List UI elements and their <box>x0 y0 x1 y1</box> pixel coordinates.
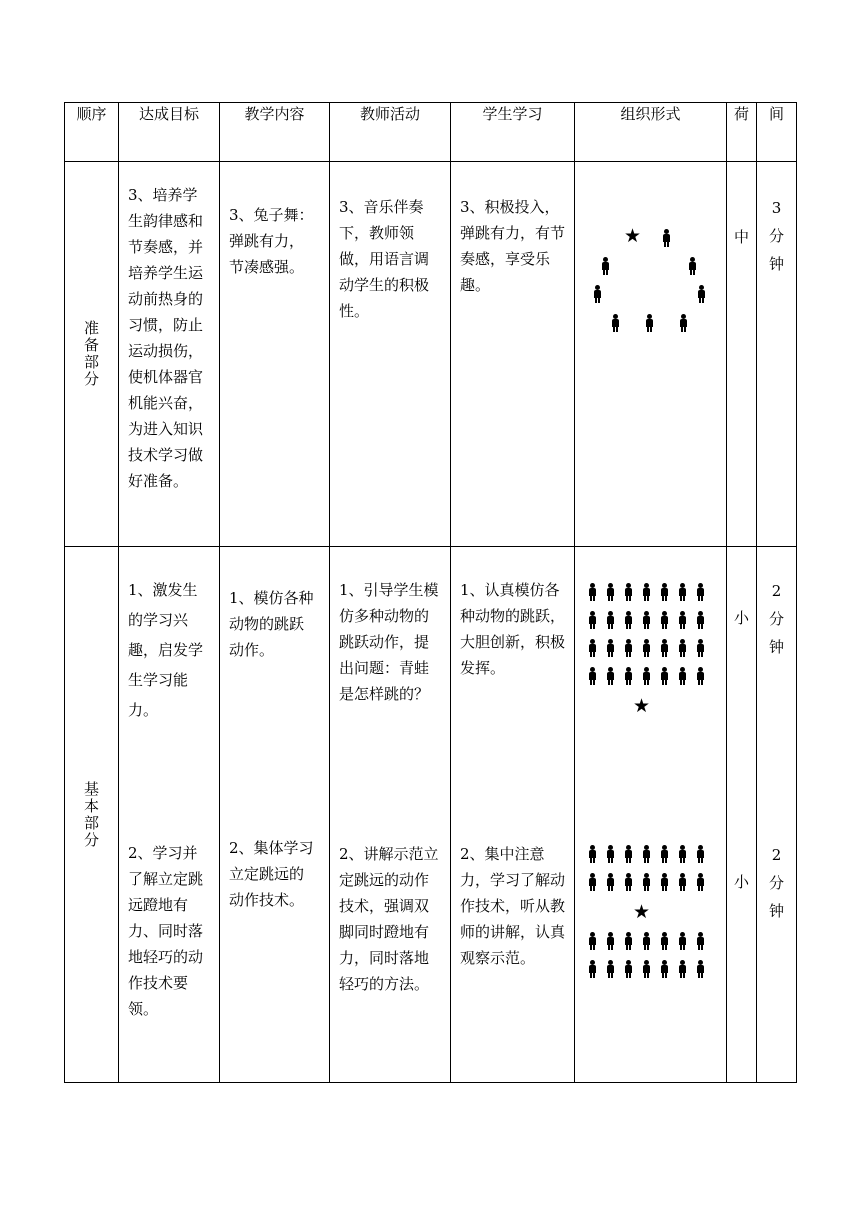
person-icon <box>589 667 596 685</box>
person-icon <box>661 873 668 891</box>
person-icon <box>625 845 632 863</box>
header-load: 荷 <box>727 103 757 162</box>
person-icon <box>661 639 668 657</box>
person-icon <box>643 611 650 629</box>
organization-cell <box>575 547 727 1083</box>
person-icon <box>607 873 614 891</box>
person-icon <box>607 611 614 629</box>
person-icon <box>625 667 632 685</box>
load-cell <box>727 162 757 547</box>
person-icon <box>625 960 632 978</box>
person-icon <box>661 845 668 863</box>
header-goal: 达成目标 <box>119 103 220 162</box>
header-row <box>65 103 797 162</box>
person-icon <box>697 960 704 978</box>
person-icon <box>643 667 650 685</box>
teacher-text: 3、音乐伴奏下，教师领做，用语言调动学生的积极性。 <box>339 198 430 320</box>
person-icon <box>661 667 668 685</box>
person-icon <box>679 845 686 863</box>
content-text: 2、集体学习 立定跳远的 动作技术。 <box>229 839 314 909</box>
teacher-text: 1、引导学生模仿多种动物的跳跃动作，提出问题：青蛙是怎样跳的？ <box>339 581 439 703</box>
person-icon <box>607 667 614 685</box>
person-icon <box>679 873 686 891</box>
person-icon <box>643 932 650 950</box>
goal-cell <box>119 547 220 1083</box>
load-text: 中 <box>733 228 749 246</box>
student-text: 3、积极投入，弹跳有力，有节奏感，享受乐趣。 <box>460 198 566 294</box>
goal-cell <box>119 162 220 547</box>
header-order: 顺序 <box>65 103 119 162</box>
load-text: 小 <box>733 609 749 627</box>
person-icon <box>625 639 632 657</box>
person-icon <box>643 583 650 601</box>
person-icon <box>607 583 614 601</box>
person-icon <box>661 583 668 601</box>
person-icon <box>679 583 686 601</box>
content-cell <box>220 547 330 1083</box>
person-icon <box>607 845 614 863</box>
content-cell <box>220 162 330 547</box>
person-icon <box>589 932 596 950</box>
person-icon <box>612 314 619 332</box>
person-icon <box>607 932 614 950</box>
teacher-cell <box>330 547 451 1083</box>
content-text: 3、兔子舞： 弹跳有力， 节凑感强。 <box>229 206 314 276</box>
star-icon: ★ <box>633 695 651 717</box>
person-icon <box>661 611 668 629</box>
person-icon <box>646 314 653 332</box>
student-cell <box>451 547 575 1083</box>
person-icon <box>589 611 596 629</box>
person-icon <box>679 932 686 950</box>
section-label: 准备部分 <box>65 162 119 547</box>
person-icon <box>661 932 668 950</box>
goal-text: 2、学习并了解立定跳远蹬地有力、同时落地轻巧的动作技术要领。 <box>128 844 204 1018</box>
person-icon <box>697 667 704 685</box>
person-icon <box>607 639 614 657</box>
person-icon <box>607 960 614 978</box>
person-icon <box>680 314 687 332</box>
student-text: 2、集中注意力，学习了解动作技术，听从教师的讲解，认真观察示范。 <box>460 845 566 967</box>
person-icon <box>625 583 632 601</box>
person-icon <box>661 960 668 978</box>
table-row <box>65 162 797 547</box>
person-icon <box>602 257 609 275</box>
star-icon: ★ <box>624 225 642 247</box>
content-text: 1、模仿各种 动物的跳跃 动作。 <box>229 589 314 659</box>
goal-text: 3、培养学生韵律感和节奏感，并培养学生运动前热身的习惯，防止运动损伤，使机体器官机能兴奋，为进入知识技术学习做好准备。 <box>128 186 204 490</box>
person-icon <box>589 583 596 601</box>
teacher-text: 2、讲解示范立定跳远的动作技术，强调双脚同时蹬地有力，同时落地轻巧的方法。 <box>339 845 439 993</box>
teacher-cell <box>330 162 451 547</box>
person-icon <box>697 639 704 657</box>
table-row <box>65 547 797 1083</box>
time-cell <box>757 162 797 547</box>
student-text: 1、认真模仿各种动物的跳跃，大胆创新，积极发挥。 <box>460 581 566 677</box>
person-icon <box>679 667 686 685</box>
header-content: 教学内容 <box>220 103 330 162</box>
time-text: 3 分 钟 <box>768 199 784 273</box>
person-icon <box>643 960 650 978</box>
person-icon <box>589 639 596 657</box>
person-icon <box>689 257 696 275</box>
person-icon <box>625 873 632 891</box>
person-icon <box>697 845 704 863</box>
person-icon <box>697 873 704 891</box>
person-icon <box>697 611 704 629</box>
student-cell <box>451 162 575 547</box>
header-teacher: 教师活动 <box>330 103 451 162</box>
person-icon <box>679 611 686 629</box>
section-label: 基本部分 <box>65 547 119 1083</box>
person-icon <box>697 932 704 950</box>
person-icon <box>594 285 601 303</box>
header-student: 学生学习 <box>451 103 575 162</box>
person-icon <box>698 285 705 303</box>
lesson-plan-table <box>64 102 797 1083</box>
star-icon: ★ <box>633 901 651 923</box>
person-icon <box>643 845 650 863</box>
person-icon <box>663 229 670 247</box>
time-text: 2 分 钟 <box>768 846 784 920</box>
time-cell <box>757 547 797 1083</box>
person-icon <box>679 960 686 978</box>
person-icon <box>625 932 632 950</box>
person-icon <box>643 873 650 891</box>
time-text: 2 分 钟 <box>768 582 784 656</box>
person-icon <box>589 960 596 978</box>
person-icon <box>589 873 596 891</box>
header-time: 间 <box>757 103 797 162</box>
person-icon <box>679 639 686 657</box>
person-icon <box>625 611 632 629</box>
organization-cell <box>575 162 727 547</box>
load-text: 小 <box>733 873 749 891</box>
person-icon <box>697 583 704 601</box>
load-cell <box>727 547 757 1083</box>
goal-text: 1、激发生的学习兴趣，启发学生学习能力。 <box>128 581 204 719</box>
person-icon <box>643 639 650 657</box>
person-icon <box>589 845 596 863</box>
header-organization: 组织形式 <box>575 103 727 162</box>
